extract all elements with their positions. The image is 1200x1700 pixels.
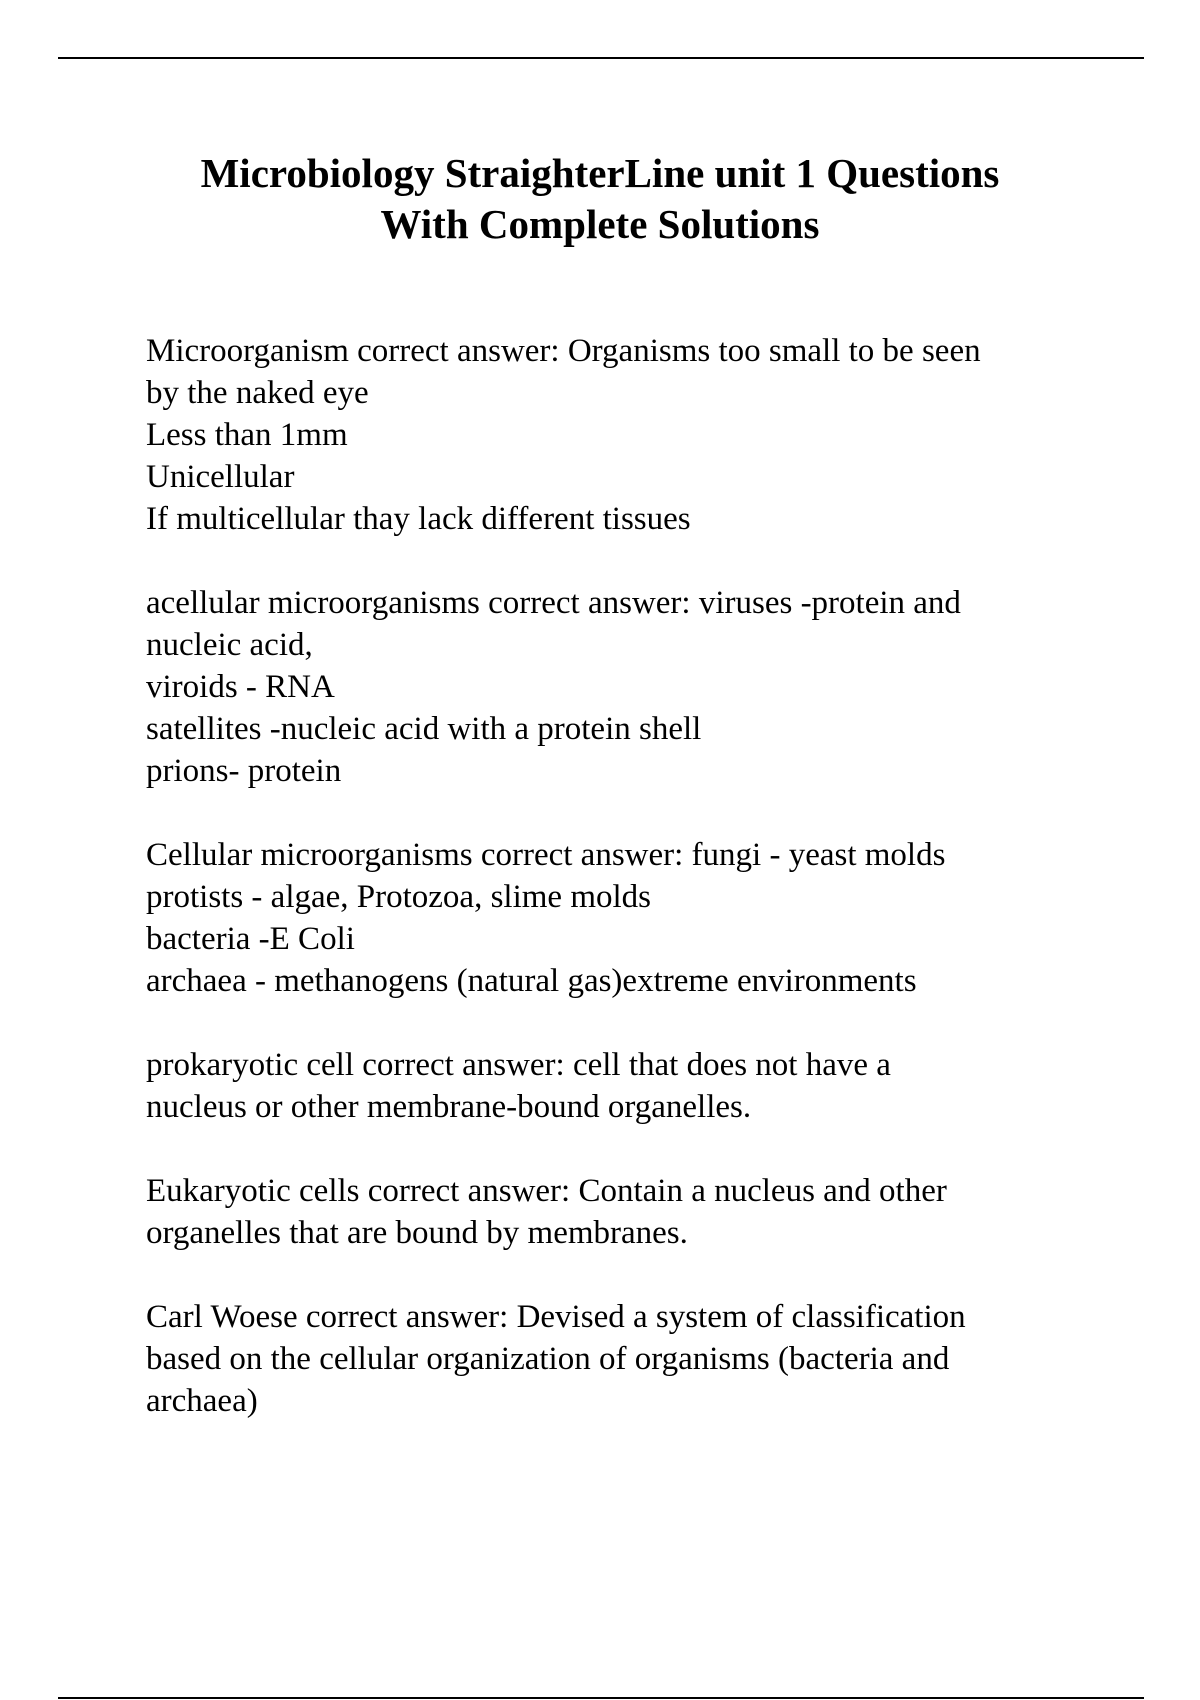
title-line: Microbiology StraighterLine unit 1 Questions <box>200 150 1000 196</box>
top-divider <box>58 57 1144 59</box>
qa-entry-microorganism <box>146 330 1106 540</box>
title-line: With Complete Solutions <box>380 201 820 247</box>
document-body <box>146 330 1106 1464</box>
entry-line: prokaryotic cell correct answer: cell that does not have a <box>146 1047 891 1083</box>
entry-line: nucleic acid, <box>146 627 313 663</box>
entry-line: based on the cellular organization of organisms (bacteria and <box>146 1341 950 1377</box>
entry-line: satellites -nucleic acid with a protein shell <box>146 711 702 747</box>
entry-line: by the naked eye <box>146 375 369 411</box>
entry-line: If multicellular thay lack different tissues <box>146 501 691 537</box>
entry-line: Carl Woese correct answer: Devised a system of classification <box>146 1299 966 1335</box>
qa-entry-carl-woese <box>146 1296 1106 1422</box>
entry-line: Cellular microorganisms correct answer: fungi - yeast molds <box>146 837 946 873</box>
entry-line: Unicellular <box>146 459 295 495</box>
page-title <box>60 148 1140 250</box>
entry-line: Less than 1mm <box>146 417 348 453</box>
entry-line: Eukaryotic cells correct answer: Contain a nucleus and other <box>146 1173 947 1209</box>
entry-line: archaea - methanogens (natural gas)extreme environments <box>146 963 917 999</box>
entry-line: Microorganism correct answer: Organisms too small to be seen <box>146 333 981 369</box>
qa-entry-cellular-microorganisms <box>146 834 1106 1002</box>
entry-line: viroids - RNA <box>146 669 335 705</box>
qa-entry-prokaryotic-cell <box>146 1044 1106 1128</box>
entry-line: bacteria -E Coli <box>146 921 355 957</box>
entry-line: organelles that are bound by membranes. <box>146 1215 688 1251</box>
bottom-divider <box>58 1697 1144 1699</box>
entry-line: prions- protein <box>146 753 342 789</box>
entry-line: nucleus or other membrane-bound organelles. <box>146 1089 752 1125</box>
entry-line: archaea) <box>146 1383 258 1419</box>
entry-line: protists - algae, Protozoa, slime molds <box>146 879 652 915</box>
qa-entry-eukaryotic-cells <box>146 1170 1106 1254</box>
entry-line: acellular microorganisms correct answer: viruses -protein and <box>146 585 961 621</box>
qa-entry-acellular-microorganisms <box>146 582 1106 792</box>
